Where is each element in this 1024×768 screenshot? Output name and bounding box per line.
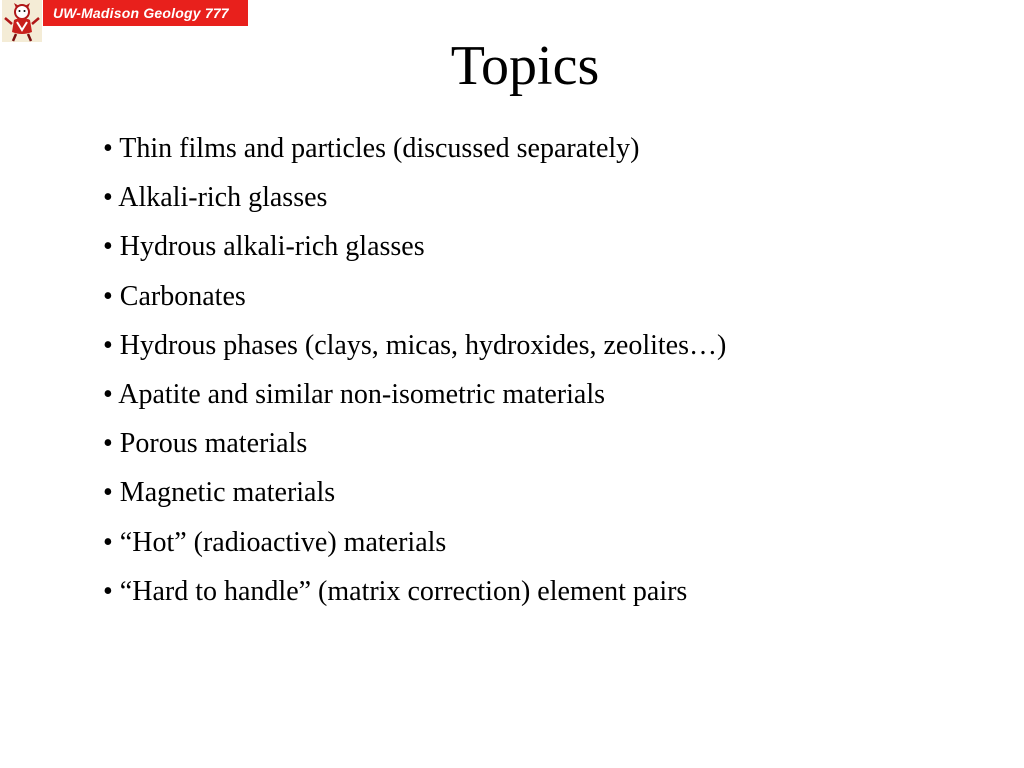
list-item: • Alkali-rich glasses	[103, 182, 328, 214]
list-item: • Carbonates	[103, 280, 246, 312]
course-banner: UW-Madison Geology 777	[43, 0, 248, 26]
list-item: • Hydrous phases (clays, micas, hydroxides, zeolites…)	[103, 329, 727, 361]
list-item: • Porous materials	[103, 428, 308, 460]
list-item: • “Hard to handle” (matrix correction) element pairs	[103, 575, 688, 607]
topic-list	[103, 124, 726, 616]
list-item: • “Hot” (radioactive) materials	[103, 526, 447, 558]
list-item: • Apatite and similar non-isometric materials	[103, 379, 606, 411]
list-item: • Magnetic materials	[103, 477, 336, 509]
list-item: • Hydrous alkali-rich glasses	[103, 231, 425, 263]
list-item: • Thin films and particles (discussed separately)	[103, 133, 640, 164]
slide-title: Topics	[450, 35, 600, 97]
